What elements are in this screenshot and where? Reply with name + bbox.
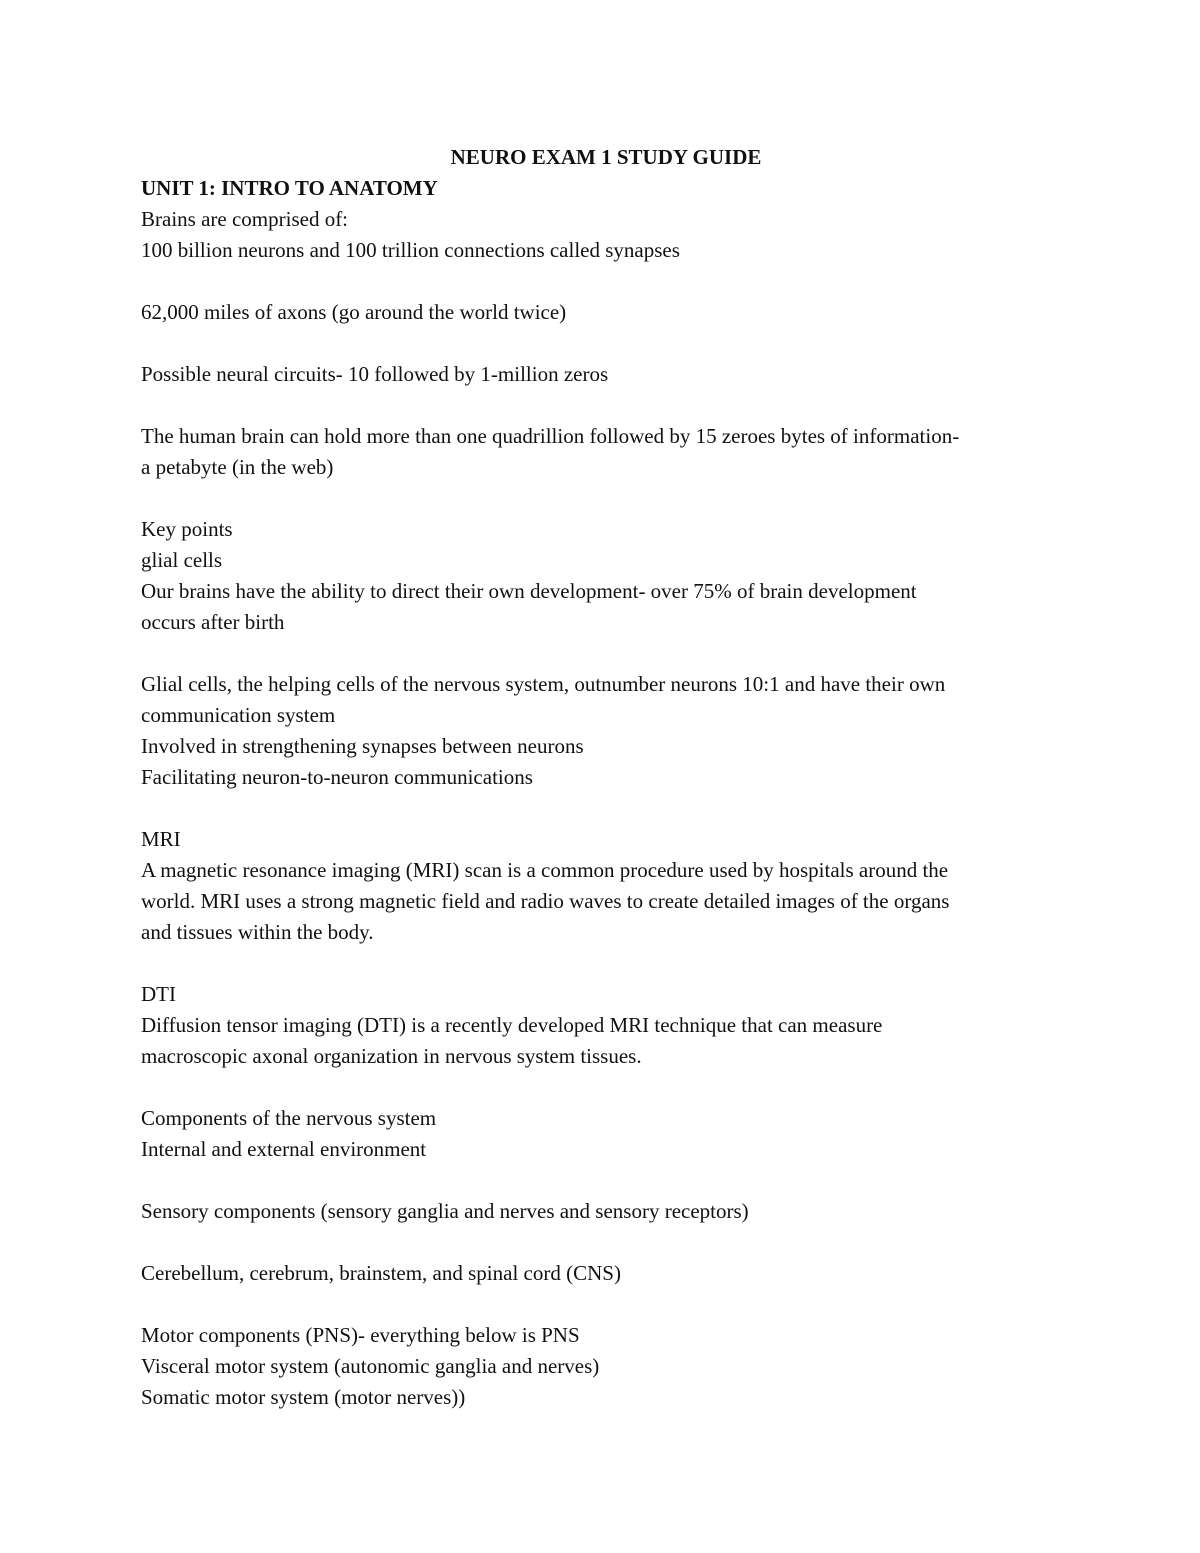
text-line: Facilitating neuron-to-neuron communications xyxy=(141,765,533,789)
spacer xyxy=(141,390,1071,421)
motor-section xyxy=(141,1320,1071,1413)
text-line: Components of the nervous system xyxy=(141,1106,437,1130)
text-line: macroscopic axonal organization in nervous system tissues. xyxy=(141,1044,642,1068)
text-line: glial cells xyxy=(141,548,223,572)
mri-section xyxy=(141,824,1071,948)
storage-section xyxy=(141,421,1071,483)
text-line: a petabyte (in the web) xyxy=(141,455,334,479)
text-line: Visceral motor system (autonomic ganglia and nerves) xyxy=(141,1354,600,1378)
text-line: communication system xyxy=(141,703,336,727)
dti-section xyxy=(141,979,1071,1072)
spacer xyxy=(141,1227,1071,1258)
text-line: Involved in strengthening synapses between neurons xyxy=(141,734,584,758)
text-line: Glial cells, the helping cells of the nervous system, outnumber neurons 10:1 and have their own xyxy=(141,672,946,696)
spacer xyxy=(141,948,1071,979)
spacer xyxy=(141,1289,1071,1320)
cns-components: Cerebellum, cerebrum, brainstem, and spinal cord (CNS) xyxy=(141,1261,621,1285)
spacer xyxy=(141,1072,1071,1103)
text-line: Motor components (PNS)- everything below is PNS xyxy=(141,1323,580,1347)
intro-section xyxy=(141,204,1071,266)
text-line: Our brains have the ability to direct their own development- over 75% of brain development xyxy=(141,579,917,603)
axons-fact: 62,000 miles of axons (go around the world twice) xyxy=(141,300,567,324)
mri-heading: MRI xyxy=(141,827,181,851)
spacer xyxy=(141,1165,1071,1196)
text-line: Key points xyxy=(141,517,233,541)
text-line: The human brain can hold more than one quadrillion followed by 15 zeroes bytes of information- xyxy=(141,424,960,448)
text-line: 100 billion neurons and 100 trillion connections called synapses xyxy=(141,238,680,262)
text-line: Brains are comprised of: xyxy=(141,207,349,231)
text-line: world. MRI uses a strong magnetic field and radio waves to create detailed images of the organs xyxy=(141,889,950,913)
spacer xyxy=(141,793,1071,824)
text-line: A magnetic resonance imaging (MRI) scan is a common procedure used by hospitals around the xyxy=(141,858,949,882)
document-title: NEURO EXAM 1 STUDY GUIDE xyxy=(450,145,762,169)
spacer xyxy=(141,638,1071,669)
key-points-section xyxy=(141,514,1071,638)
unit-heading: UNIT 1: INTRO TO ANATOMY xyxy=(141,176,438,200)
glial-section xyxy=(141,669,1071,793)
text-line: Internal and external environment xyxy=(141,1137,427,1161)
text-line: and tissues within the body. xyxy=(141,920,374,944)
text-line: Diffusion tensor imaging (DTI) is a recently developed MRI technique that can measure xyxy=(141,1013,883,1037)
sensory-components: Sensory components (sensory ganglia and nerves and sensory receptors) xyxy=(141,1199,749,1223)
text-line: occurs after birth xyxy=(141,610,285,634)
text-line: Somatic motor system (motor nerves)) xyxy=(141,1385,466,1409)
circuits-fact: Possible neural circuits- 10 followed by 1-million zeros xyxy=(141,362,609,386)
document-body xyxy=(141,142,1071,1413)
spacer xyxy=(141,328,1071,359)
components-section xyxy=(141,1103,1071,1165)
spacer xyxy=(141,266,1071,297)
dti-heading: DTI xyxy=(141,982,176,1006)
spacer xyxy=(141,483,1071,514)
